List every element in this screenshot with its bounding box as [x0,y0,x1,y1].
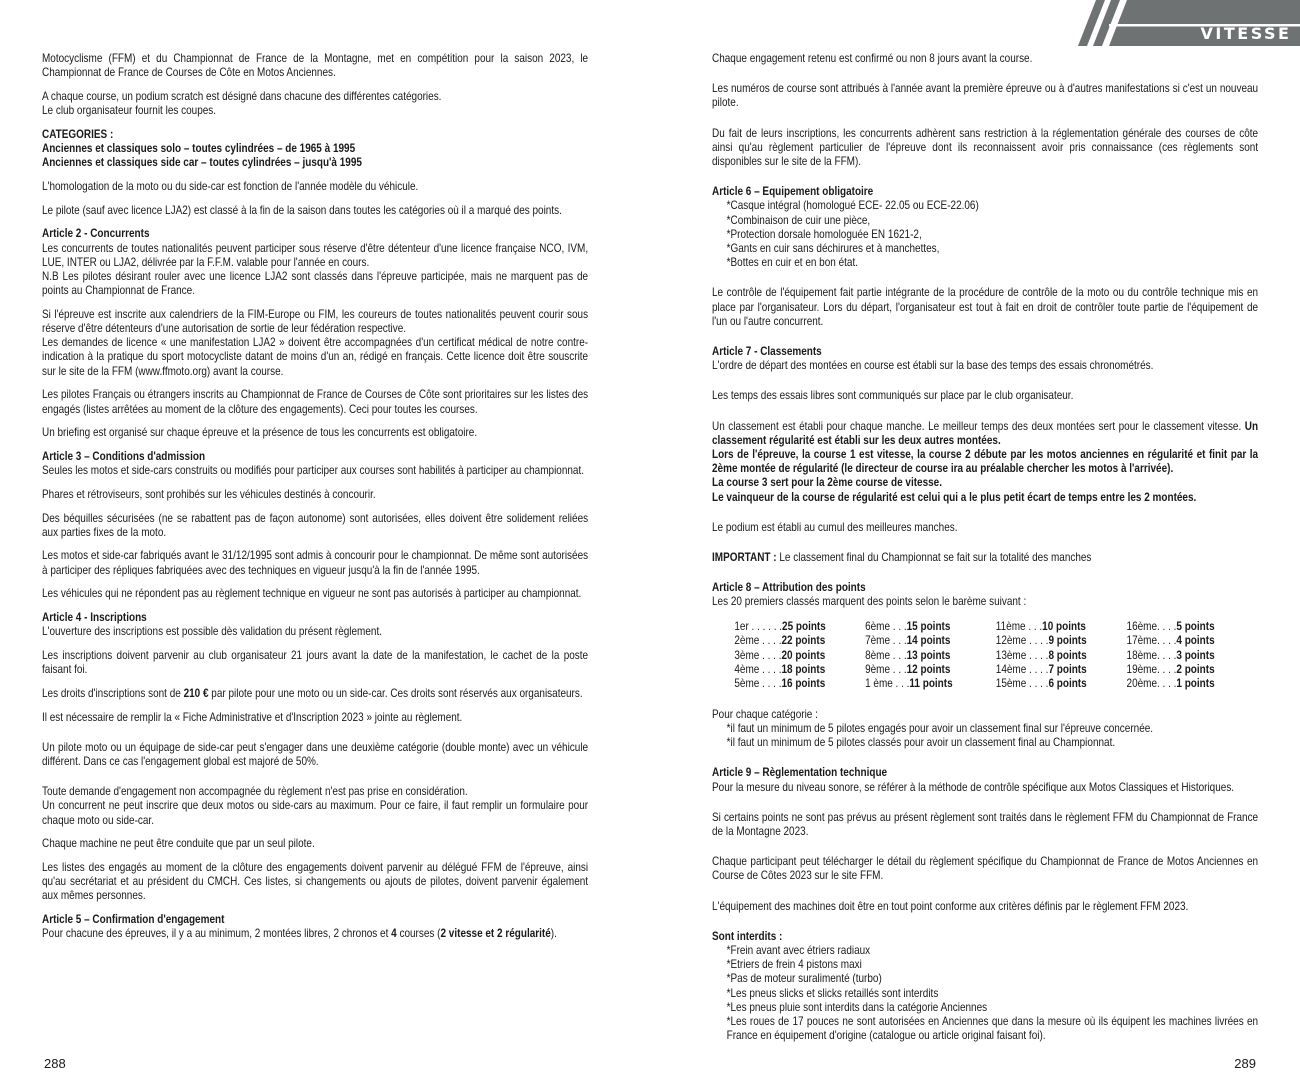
article-5-p1 [42,927,588,941]
rank-label: 6ème . . . [865,619,907,633]
points-value: 14 points [906,634,951,648]
forbidden-item: *Les roues de 17 pouces ne sont autorisées en Anciennes que dans la mesure où ils équipent les machines livrées en France en équipement d'origine (catalogue ou article original faisant foi). [726,1014,1259,1043]
points-value: 13 points [906,648,951,662]
article-5-races: 2 vitesse et 2 régularité [440,927,551,941]
points-value: 10 points [1042,619,1086,633]
rank-label: 4ème . . . . [734,662,782,676]
forbidden-item: *Les pneus slicks et slicks retaillés sont interdits [726,986,939,1000]
points-row [734,634,1257,648]
points-table-body [734,620,1257,692]
article-2 [42,227,588,298]
article-4-p6-p7 [42,785,588,828]
confirmation-paragraph: Chaque engagement retenu est confirmé ou non 8 jours avant la course. [712,52,1033,65]
pilote-classe-paragraph: Le pilote (sauf avec licence LJA2) est classé à la fin de la saison dans toutes les catégories où il a marqué des points. [42,203,562,217]
right-column [712,52,1258,1053]
points-row [734,677,1257,691]
article-9 [712,766,1258,794]
forbidden-item: *Frein avant avec étriers radiaux [726,943,871,957]
article-6-title: Article 6 – Equipement obligatoire [712,185,874,199]
article-9-p1: Pour la mesure du niveau sonore, se référer à la méthode de contrôle spécifique aux Motos Classiques et Historiques. [712,780,1235,794]
article-8 [712,581,1258,609]
points-cell [734,620,865,634]
points-value: 20 points [781,648,826,662]
points-cell [1127,677,1258,691]
points-value: 15 points [906,619,951,633]
article-2-p5: Les pilotes Français ou étrangers inscrits au Championnat de France de Courses de Côte sont prioritaires sur les listes des engagés (listes arrêtées au moment de la clôture des engagements). Ceci pour toutes les courses. [42,388,589,416]
fee-text-c: par pilote pour une moto ou un side-car. Ces droits sont réservés aux organisateurs. [208,686,583,700]
article-3-p5: Les véhicules qui ne répondent pas au règlement technique en vigueur ne sont pas autorisés à participer au championnat. [42,587,582,601]
forbidden-item: *Etriers de frein 4 pistons maxi [726,958,862,972]
category-side-car: Anciennes et classiques side car – toutes cylindrées – jusqu'à 1995 [42,156,362,170]
rank-label: 18ème. . . . [1126,648,1177,662]
article-9-p3: Chaque participant peut télécharger le détail du règlement spécifique du Championnat de France de Motos Anciennes en Course de Côtes 2023 sur le site FFM. [712,855,1259,883]
points-cell [865,663,996,677]
points-cell [734,677,865,691]
article-4-p5: Un pilote moto ou un équipage de side-car peut s'engager dans une deuxième catégorie (double monte) avec un véhicule différent. Dans ce cas l'engagement global est majoré de 50%. [42,740,589,769]
podium-line: A chaque course, un podium scratch est désigné dans chacune des différentes catégories. [42,89,442,103]
article-7-p2: Les temps des essais libres sont communiqués sur place par le club organisateur. [712,389,1074,403]
article-2-p3: Si l'épreuve est inscrite aux calendriers de la FIM-Europe ou FIM, les coureurs de toutes nationalités peuvent courir sous réserve d'être détenteurs d'une autorisation de sortie de leur fédération respective. [42,307,589,336]
points-value: 2 points [1176,662,1215,676]
article-5-title: Article 5 – Confirmation d'engagement [42,913,225,927]
article-3-p1: Seules les motos et side-cars construits ou modifiés pour participer aux courses sont habilités à participer au championnat. [42,464,585,478]
category-solo: Anciennes et classiques solo – toutes cylindrées – de 1965 à 1995 [42,142,356,156]
vitesse-section-banner [1075,0,1300,46]
important-label: IMPORTANT : [712,551,777,565]
points-value: 18 points [781,662,826,676]
fee-amount: 210 € [183,686,209,700]
homologation-paragraph: L'homologation de la moto ou du side-car est fonction de l'année modèle du véhicule. [42,179,419,193]
article-4 [42,611,588,639]
article-3-p4: Les motos et side-car fabriqués avant le 31/12/1995 sont admis à concourir pour le championnat. De même sont autorisées à participer des répliques fabriquées avec des techniques en vigueur jusqu'à la fin de l'année 1995. [42,549,589,577]
points-value: 4 points [1176,634,1215,648]
equipment-item: *Combinaison de cuir une pièce, [726,213,871,227]
points-value: 7 points [1048,662,1087,676]
article-6-p1: Le contrôle de l'équipement fait partie intégrante de la procédure de contrôle de la moto ou du contrôle technique mis en place par l'organisateur. Lors du départ, l'organisateur est tout à fait en droit de contrôler toute partie de l'équipement de l'un ou l'autre concurrent. [712,286,1259,328]
categorie-item: *il faut un minimum de 5 pilotes engagés pour avoir un classement final sur l'épreuve concernée. [726,721,1154,735]
article-6 [712,185,1258,270]
points-value: 25 points [782,619,826,633]
article-8-p1: Les 20 premiers classés marquent des points selon le barème suivant : [712,595,1027,609]
page-number-right: 289 [1234,1056,1256,1071]
equipment-item: *Casque intégral (homologué ECE- 22.05 ou ECE-22.06) [726,199,979,213]
points-value: 12 points [906,662,951,676]
article-4-p6: Toute demande d'engagement non accompagnée du règlement n'est pas prise en considération. [42,785,468,799]
rank-label: 11ème . . . [995,619,1043,633]
points-cell [865,634,996,648]
article-2-p6: Un briefing est organisé sur chaque épreuve et la présence de tous les concurrents est obligatoire. [42,426,478,440]
points-value: 9 points [1048,634,1087,648]
page-right [650,0,1300,1092]
article-7-course-1-2: Lors de l'épreuve, la course 1 est vitesse, la course 2 débute par les motos anciennes en régularité et finit par la 2ème montée de régularité (le directeur de course ira au préalable chercher les motos à l'arrivée). [712,448,1259,476]
points-cell [996,620,1127,634]
points-value: 6 points [1048,677,1087,691]
article-4-p7: Un concurrent ne peut inscrire que deux motos ou side-cars au maximum. Pour ce faire, il faut remplir un formulaire pour chaque moto ou side-car. [42,799,589,827]
article-2-p4: Les demandes de licence « une manifestation LJA2 » doivent être accompagnées d'un certificat médical de notre contre-indication à la pratique du sport motocycliste datant de moins d'un an, rédigé en français. Cette licence doit être souscrite sur le site de la FFM (www.ffmoto.org) avant la course. [42,336,589,378]
rank-label: 7ème . . . [865,634,907,648]
points-value: 5 points [1176,619,1215,633]
article-4-p8: Chaque machine ne peut être conduite que par un seul pilote. [42,837,315,851]
article-2-title: Article 2 - Concurrents [42,227,150,241]
article-9-p4: L'équipement des machines doit être en tout point conforme aux critères définis par le règlement FFM 2023. [712,899,1189,913]
points-cell [996,649,1127,663]
categories-block [42,128,588,171]
article-4-p9: Les listes des engagés au moment de la clôture des engagements doivent parvenir au délégué FFM de l'épreuve, ainsi qu'au secrétariat et au président du CMCH. Ces listes, si changements ou ajouts de pilotes, doivent parvenir également aux mêmes personnes. [42,861,589,903]
article-3-p3: Des béquilles sécurisées (ne se rabattent pas de façon autonome) sont autorisées, elles doivent être solidement reliées aux parties fixes de la moto. [42,511,589,539]
rank-label: 12ème . . . . [995,634,1049,648]
article-3-title: Article 3 – Conditions d'admission [42,449,206,463]
points-cell [734,663,865,677]
vitesse-label: VITESSE [1200,24,1292,43]
forbidden-item: *Pas de moteur suralimenté (turbo) [726,972,882,986]
article-7-vainqueur: Le vainqueur de la course de régularité est celui qui a le plus petit écart de temps entre les 2 montées. [712,490,1197,504]
article-2-nb: N.B Les pilotes désirant rouler avec une licence LJA2 sont classés dans l'épreuve participée, mais ne marquent pas de points au Championnat de France. [42,269,589,298]
coupes-line: Le club organisateur fournit les coupes. [42,104,217,118]
article-7-title: Article 7 - Classements [712,345,822,359]
article-4-p1: L'ouverture des inscriptions est possible dès validation du présent règlement. [42,625,382,639]
rank-label: 19ème. . . . [1126,662,1177,676]
article-7-important [712,551,1258,565]
article-4-p3 [42,687,588,701]
rank-label: 5ème . . . . [734,677,782,691]
categories-title: CATEGORIES : [42,127,114,141]
article-7-classement-regularite: Un classement régularité est établi sur les deux autres montées. [712,419,1259,447]
points-row [734,620,1257,634]
rank-label: 2ème . . . . [734,634,782,648]
article-7-p1: L'ordre de départ des montées en course est établi sur la base des temps des essais chronométrés. [712,359,1154,373]
article-9-p2: Si certains points ne sont pas prévus au présent règlement sont traités dans le règlement FFM du Championnat de France de la Montagne 2023. [712,810,1259,838]
rank-label: 17ème. . . . [1126,634,1177,648]
article-4-title: Article 4 - Inscriptions [42,611,147,625]
points-cell [865,677,996,691]
article-7 [712,345,1258,373]
points-table [734,620,1257,692]
categorie-item: *il faut un minimum de 5 pilotes classés pour avoir un classement final au Championnat. [726,736,1116,750]
points-row [734,649,1257,663]
rank-label: 16ème. . . . [1126,619,1177,633]
article-2-p1: Les concurrents de toutes nationalités peuvent participer sous réserve d'être détenteur d'une licence française NCO, IVM, LUE, INTER ou LJA2, délivrée par la F.F.M. valable pour l'année en cours. [42,241,589,269]
article-7-classement-vitesse: Un classement est établi pour chaque manche. Le meilleur temps des deux montées sert pour le classement vitesse. [712,419,1245,433]
article-5-count: 4 [391,927,397,941]
points-cell [865,620,996,634]
numeros-paragraph: Les numéros de course sont attribués à l'année avant la première épreuve ou à d'autres manifestations si c'est un nouveau pilote. [712,82,1259,110]
forbidden-title: Sont interdits : [712,929,783,943]
rank-label: 13ème . . . . [995,648,1049,662]
rank-label: 3ème . . . . [734,648,782,662]
categorie-title: Pour chaque catégorie : [712,707,818,721]
article-5-text-c: courses ( [396,927,441,941]
article-8-categorie [712,708,1258,751]
article-4-p2: Les inscriptions doivent parvenir au club organisateur 21 jours avant la date de la manifestation, le cachet de la poste faisant foi. [42,649,589,677]
points-value: 16 points [781,677,826,691]
page-number-left: 288 [44,1056,66,1071]
forbidden-block [712,930,1258,1044]
points-cell [1127,663,1258,677]
points-cell [865,649,996,663]
points-value: 1 points [1176,677,1215,691]
points-cell [996,634,1127,648]
equipment-item: *Bottes en cuir et en bon état. [726,256,858,270]
article-3 [42,450,588,478]
article-9-title: Article 9 – Règlementation technique [712,766,888,780]
points-value: 22 points [781,634,826,648]
rank-label: 20ème. . . . [1126,677,1177,691]
article-2-fim [42,308,588,379]
points-cell [1127,620,1258,634]
article-7-p3 [712,420,1258,505]
podium-paragraph [42,90,588,118]
article-5-text-a: Pour chacune des épreuves, il y a au minimum, 2 montées libres, 2 chronos et [42,927,392,941]
rank-label: 14ème . . . . [995,662,1049,676]
equipment-item: *Gants en cuir sans déchirures et à manchettes, [726,242,940,256]
rank-label: 1 ème . . . [865,677,910,691]
article-4-p4: Il est nécessaire de remplir la « Fiche Administrative et d'Inscription 2023 » jointe au règlement. [42,710,463,724]
points-cell [996,677,1127,691]
points-row [734,663,1257,677]
article-7-p4: Le podium est établi au cumul des meilleures manches. [712,520,958,534]
article-5 [42,913,588,941]
points-value: 3 points [1176,648,1215,662]
article-8-title: Article 8 – Attribution des points [712,581,866,595]
article-5-text-e: ). [550,927,557,941]
forbidden-item: *Les pneus pluie sont interdits dans la catégorie Anciennes [726,1000,988,1014]
points-value: 8 points [1048,648,1087,662]
rank-label: 8ème . . . [865,648,907,662]
points-cell [734,649,865,663]
fee-text-a: Les droits d'inscriptions sont de [42,686,184,700]
points-value: 11 points [909,677,953,691]
important-text: Le classement final du Championnat se fait sur la totalité des manches [776,551,1092,565]
rank-label: 1er . . . . . . [734,619,783,633]
intro-paragraph: Motocyclisme (FFM) et du Championnat de France de la Montagne, met en compétition pour la saison 2023, le Championnat de France de Courses de Côte en Motos Anciennes. [42,52,589,80]
left-column [42,52,588,951]
article-3-p2: Phares et rétroviseurs, sont prohibés sur les véhicules destinés à concourir. [42,487,376,501]
points-cell [1127,634,1258,648]
rank-label: 15ème . . . . [995,677,1049,691]
points-cell [734,634,865,648]
rank-label: 9ème . . . [865,662,907,676]
equipment-item: *Protection dorsale homologuée EN 1621-2, [726,227,922,241]
article-7-course-3: La course 3 sert pour la 2ème course de vitesse. [712,476,942,490]
inscriptions-paragraph: Du fait de leurs inscriptions, les concurrents adhèrent sans restriction à la réglementation générale des courses de côte ainsi qu'au règlement particulier de l'épreuve dont ils reconnaissent avoir pris connaissance (ces règlements sont disponibles sur le site de la FFM). [712,126,1259,169]
points-cell [996,663,1127,677]
points-cell [1127,649,1258,663]
